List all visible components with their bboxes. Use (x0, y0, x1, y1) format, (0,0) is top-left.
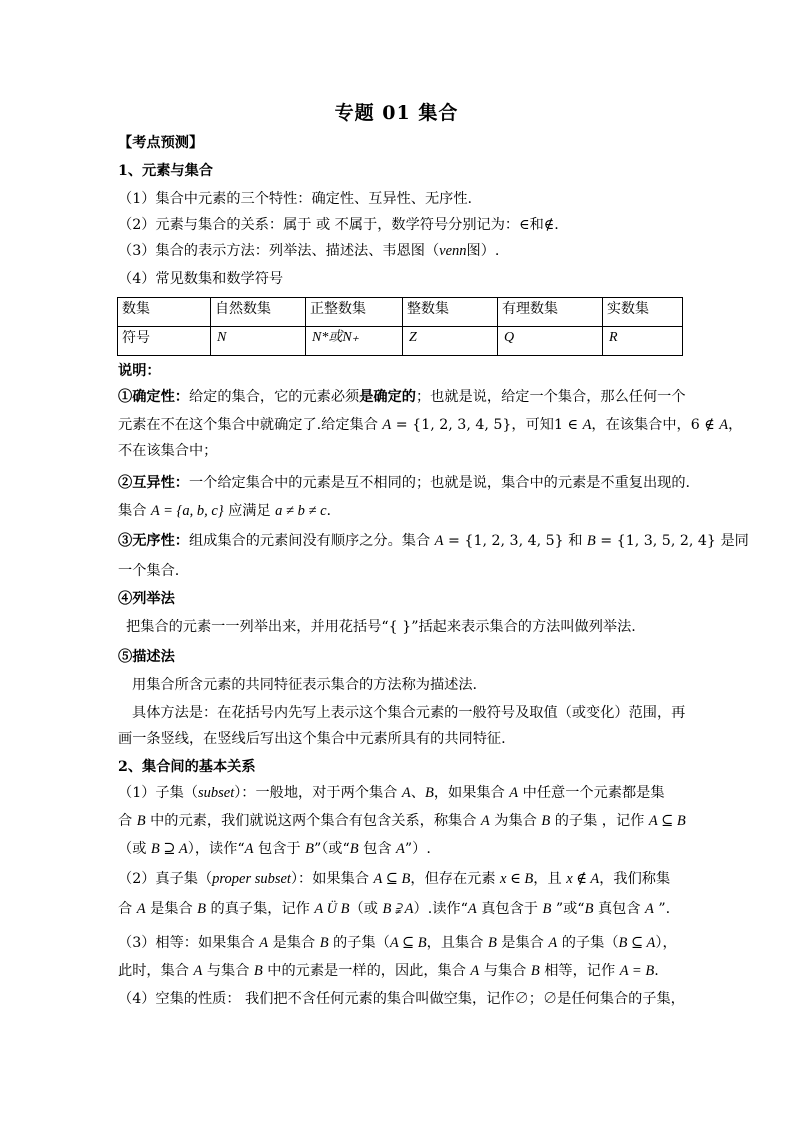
explanation-heading: 说明： (118, 363, 161, 379)
description-text-3: 画一条竖线，在竖线后写出这个集合中元素所具有的共同特征. (118, 731, 506, 747)
paragraph-number-sets: （4）常见数集和数学符号 (118, 271, 284, 287)
table-header-cell: 正整数集 (306, 298, 403, 327)
table-cell: R (603, 327, 683, 356)
table-cell: N*或N₊ (306, 327, 403, 356)
proper-subset-line-1: （2）真子集（proper subset）：如果集合 A ⊆ B，但存在元素 x ∈ B，且 x ∉ A，我们称集 (118, 871, 671, 887)
table-header-cell: 有理数集 (498, 298, 603, 327)
page-title: 专题 01 集合 (334, 102, 459, 124)
proper-subset-line-2: 合 A 是集合 B 的真子集，记作 A Ü B（或 B ⫌ A）.读作“A 真包含于 B ”或“B 真包含 A ”. (118, 901, 671, 917)
table-header-cell: 整数集 (403, 298, 498, 327)
equality-line-1: （3）相等：如果集合 A 是集合 B 的子集（A ⊆ B，且集合 B 是集合 A 的子集（B ⊆ A）， (118, 935, 677, 951)
paragraph-representation: （3）集合的表示方法：列举法、描述法、韦恩图（venn图）. (118, 243, 500, 259)
table-row-label: 符号 (118, 327, 211, 356)
determinacy-line-2: 元素在不在这个集合中就确定了.给定集合 A = {1, 2, 3, 4, 5}，可知1 ∈ A，在该集合中，6 ∉ A， (118, 417, 743, 433)
enumeration-text: 把集合的元素一一列举出来，并用花括号“{ }”括起来表示集合的方法叫做列举法. (126, 619, 636, 635)
paragraph-membership: （2）元素与集合的关系：属于 或 不属于，数学符号分别记为：∈和∉. (118, 217, 559, 233)
table-header-cell: 实数集 (603, 298, 683, 327)
equality-line-2: 此时，集合 A 与集合 B 中的元素是一样的，因此，集合 A 与集合 B 相等，记作 A = B. (118, 963, 659, 979)
section-forecast-heading: 【考点预测】 (118, 135, 204, 151)
table-row (118, 298, 683, 327)
subset-line-3: （或 B ⊇ A），读作“A 包含于 B”（或“B 包含 A”）. (118, 841, 431, 857)
determinacy-line-1: ①确定性：给定的集合，它的元素必须是确定的；也就是说，给定一个集合，那么任何一个 (118, 389, 686, 405)
table-row (118, 327, 683, 356)
table-cell: Z (403, 327, 498, 356)
distinctness-line-1: ②互异性：一个给定集合中的元素是互不相同的；也就是说，集合中的元素是不重复出现的. (118, 475, 691, 491)
number-sets-table (117, 297, 683, 356)
unordered-line-1: ③无序性：组成集合的元素间没有顺序之分。集合 A = {1, 2, 3, 4, 5} 和 B = {1, 3, 5, 2, 4} 是同 (118, 533, 749, 549)
paragraph-three-properties: （1）集合中元素的三个特性：确定性、互异性、无序性. (118, 191, 473, 207)
description-heading: ⑤描述法 (118, 649, 175, 665)
enumeration-heading: ④列举法 (118, 591, 175, 607)
subset-line-1: （1）子集（subset）：一般地，对于两个集合 A、B，如果集合 A 中任意一个元素都是集 (118, 785, 665, 801)
empty-set-line-1: （4）空集的性质： 我们把不含任何元素的集合叫做空集，记作∅；∅是任何集合的子集， (118, 991, 685, 1007)
table-header-cell: 自然数集 (211, 298, 306, 327)
heading-elements-and-sets: 1、元素与集合 (118, 163, 213, 179)
table-header-cell: 数集 (118, 298, 211, 327)
description-text-1: 用集合所含元素的共同特征表示集合的方法称为描述法. (132, 677, 478, 693)
unordered-line-2: 一个集合. (118, 563, 180, 579)
description-text-2: 具体方法是：在花括号内先写上表示这个集合元素的一般符号及取值（或变化）范围，再 (132, 705, 686, 721)
distinctness-line-2: 集合 A = {a, b, c} 应满足 a ≠ b ≠ c. (118, 503, 332, 519)
determinacy-line-3: 不在该集合中； (118, 443, 218, 459)
table-cell: N (211, 327, 306, 356)
table-cell: Q (498, 327, 603, 356)
heading-set-relations: 2、集合间的基本关系 (118, 759, 256, 775)
subset-line-2: 合 B 中的元素，我们就说这两个集合有包含关系，称集合 A 为集合 B 的子集 ，记作 A ⊆ B (118, 813, 686, 829)
